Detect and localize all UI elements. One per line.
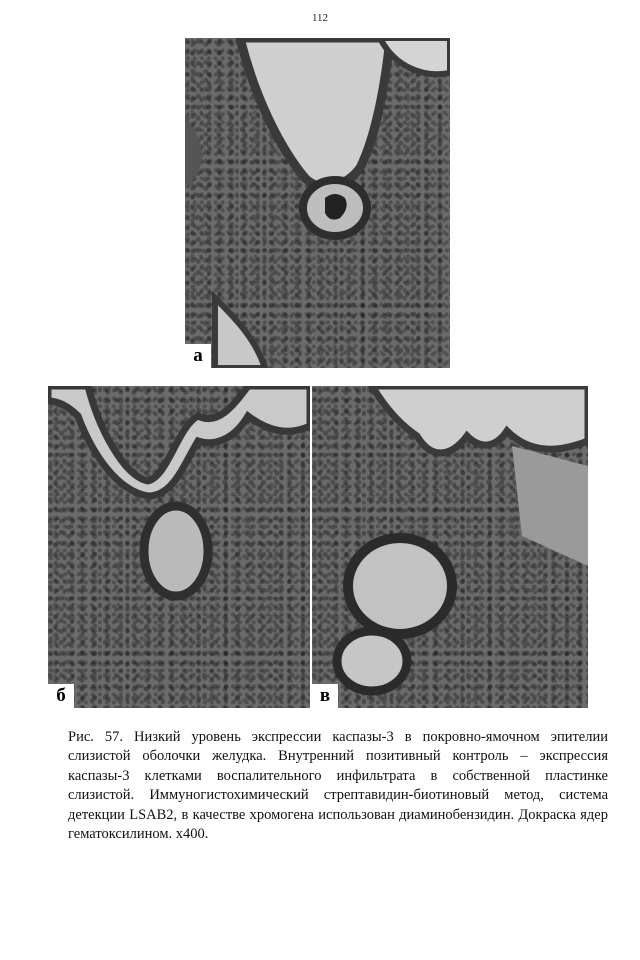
panel-label-a: а <box>185 344 211 368</box>
figure-caption: Рис. 57. Низкий уровень экспрессии каспазы-3 в покровно-ямочном эпителии слизистой оболочки желудка. Внутренний позитивный контроль – экспрессия каспазы-3 клетками воспалительного инфильтрата в собственной пластинке слизистой. Иммуногистохимический стрептавидин-биотиновый метод, система детекции LSAB2, в качестве хромогена использован диаминобензидин. Докраска ядер гематоксилином. х400. <box>68 729 608 843</box>
panel-label-v: в <box>312 684 338 708</box>
tissue-image-v <box>312 386 588 708</box>
micrograph-panel-b <box>48 386 310 708</box>
micrograph-panel-v <box>312 386 588 708</box>
panel-label-b: б <box>48 684 74 708</box>
micrograph-panel-a <box>185 38 450 368</box>
tissue-image-a <box>185 38 450 368</box>
tissue-image-b <box>48 386 310 708</box>
page-number: 112 <box>311 12 329 24</box>
